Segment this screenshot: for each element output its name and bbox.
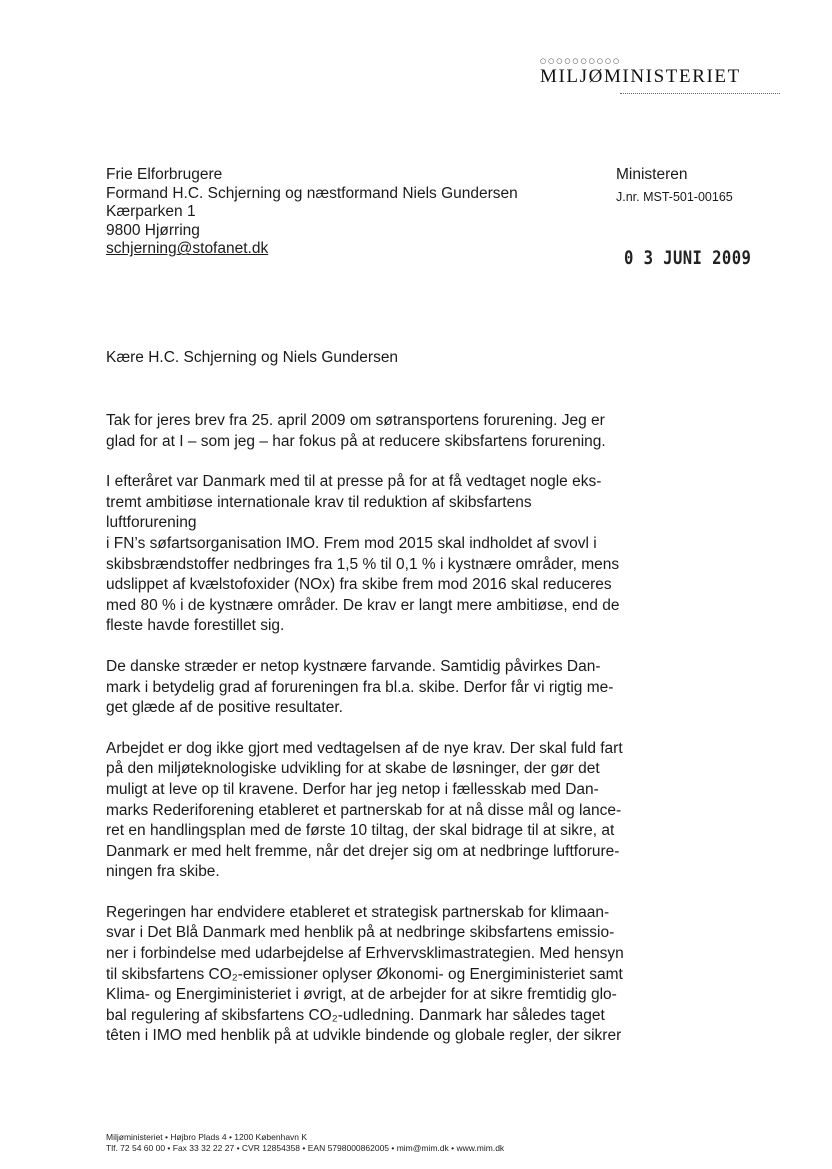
text-line: Arbejdet er dog ikke gjort med vedtagelsen af de nye krav. Der skal fuld fart xyxy=(106,739,623,757)
text-line: glad for at I – som jeg – har fokus på at reducere skibsfartens forurening. xyxy=(106,432,606,450)
paragraph xyxy=(106,657,626,719)
text-line: bal regulering af skibsfartens CO₂-udledning. Danmark har således taget xyxy=(106,1006,605,1024)
text-line: I efteråret var Danmark med til at presse på for at få vedtaget nogle eks- xyxy=(106,473,602,491)
text-line: ningen fra skibe. xyxy=(106,863,220,881)
paragraph xyxy=(106,903,626,1047)
text-line: Regeringen har endvidere etableret et strategisk partnerskab for klimaan- xyxy=(106,903,610,921)
text-line: ner i forbindelse med udarbejdelse af Erhvervsklimastrategien. Med hensyn xyxy=(106,945,624,963)
letter-body xyxy=(106,411,626,1067)
paragraph xyxy=(106,411,626,452)
text-line: skibsbrændstoffer nedbringes fra 1,5 % til 0,1 % i kystnære områder, mens xyxy=(106,555,620,573)
text-line: i FN’s søfartsorganisation IMO. Frem mod 2015 skal indholdet af svovl i xyxy=(106,534,597,552)
ministry-logo: MILJØMINISTERIET xyxy=(540,66,741,87)
date-stamp: 0 3 JUNI 2009 xyxy=(624,247,752,269)
text-line: mark i betydelig grad af forureningen fra bl.a. skibe. Derfor får vi rigtig me- xyxy=(106,678,614,696)
text-line: get glæde af de positive resultater. xyxy=(106,699,343,717)
text-line: Klima- og Energiministeriet i øvrigt, at de arbejder for at sikre fremtidig glo- xyxy=(106,986,617,1004)
text-line: Danmark er med helt fremme, når det drejer sig om at nedbringe luftforure- xyxy=(106,842,620,860)
journal-number: J.nr. MST-501-00165 xyxy=(616,189,733,204)
text-line: til skibsfartens CO₂-emissioner oplyser Økonomi- og Energiministeriet samt xyxy=(106,965,623,983)
recipient-email-link[interactable]: schjerning@stofanet.dk xyxy=(106,240,269,258)
logo-dots: ○○○○○○○○○○ xyxy=(540,57,622,65)
salutation: Kære H.C. Schjerning og Niels Gundersen xyxy=(106,349,399,366)
recipient-line: Frie Elforbrugere xyxy=(106,166,223,183)
recipient-line: Kærparken 1 xyxy=(106,203,196,221)
text-line: tremt ambitiøse internationale krav til reduktion af skibsfartens luftforurening xyxy=(106,493,532,532)
text-line: muligt at leve op til kravene. Derfor har jeg netop i fællesskab med Dan- xyxy=(106,780,599,798)
paragraph xyxy=(106,739,626,883)
text-line: fleste havde forestillet sig. xyxy=(106,617,285,635)
recipient-line: 9800 Hjørring xyxy=(106,221,200,239)
text-line: Tak for jeres brev fra 25. april 2009 om søtransportens forurening. Jeg er xyxy=(106,412,605,429)
sender-block xyxy=(616,166,733,206)
text-line: svar i Det Blå Danmark med henblik på at nedbringe skibsfartens emissio- xyxy=(106,924,615,942)
letter-footer xyxy=(106,1132,504,1154)
footer-address: Miljøministeriet • Højbro Plads 4 • 1200 København K xyxy=(106,1132,308,1142)
text-line: ret en handlingsplan med de første 10 tiltag, der skal bidrage til at sikre, at xyxy=(106,822,615,840)
recipient-address xyxy=(106,166,518,259)
text-line: på den miljøteknologiske udvikling for at skabe de løsninger, der gør det xyxy=(106,760,600,778)
text-line: marks Rederiforening etableret et partnerskab for at nå disse mål og lance- xyxy=(106,801,622,819)
text-line: udslippet af kvælstofoxider (NOx) fra skibe frem mod 2016 skal reduceres xyxy=(106,576,612,594)
text-line: têten i IMO med henblik på at udvikle bindende og globale regler, der sikrer xyxy=(106,1027,622,1045)
footer-contact: Tlf. 72 54 60 00 • Fax 33 32 22 27 • CVR 12854358 • EAN 5798000862005 • mim@mim.dk • www.mim.dk xyxy=(106,1143,505,1153)
paragraph xyxy=(106,472,626,637)
text-line: De danske stræder er netop kystnære farvande. Samtidig påvirkes Dan- xyxy=(106,657,601,675)
recipient-line: Formand H.C. Schjerning og næstformand Niels Gundersen xyxy=(106,184,518,202)
logo-rule xyxy=(620,93,780,94)
text-line: med 80 % i de kystnære områder. De krav er langt mere ambitiøse, end de xyxy=(106,596,620,614)
sender-title: Ministeren xyxy=(616,166,688,183)
